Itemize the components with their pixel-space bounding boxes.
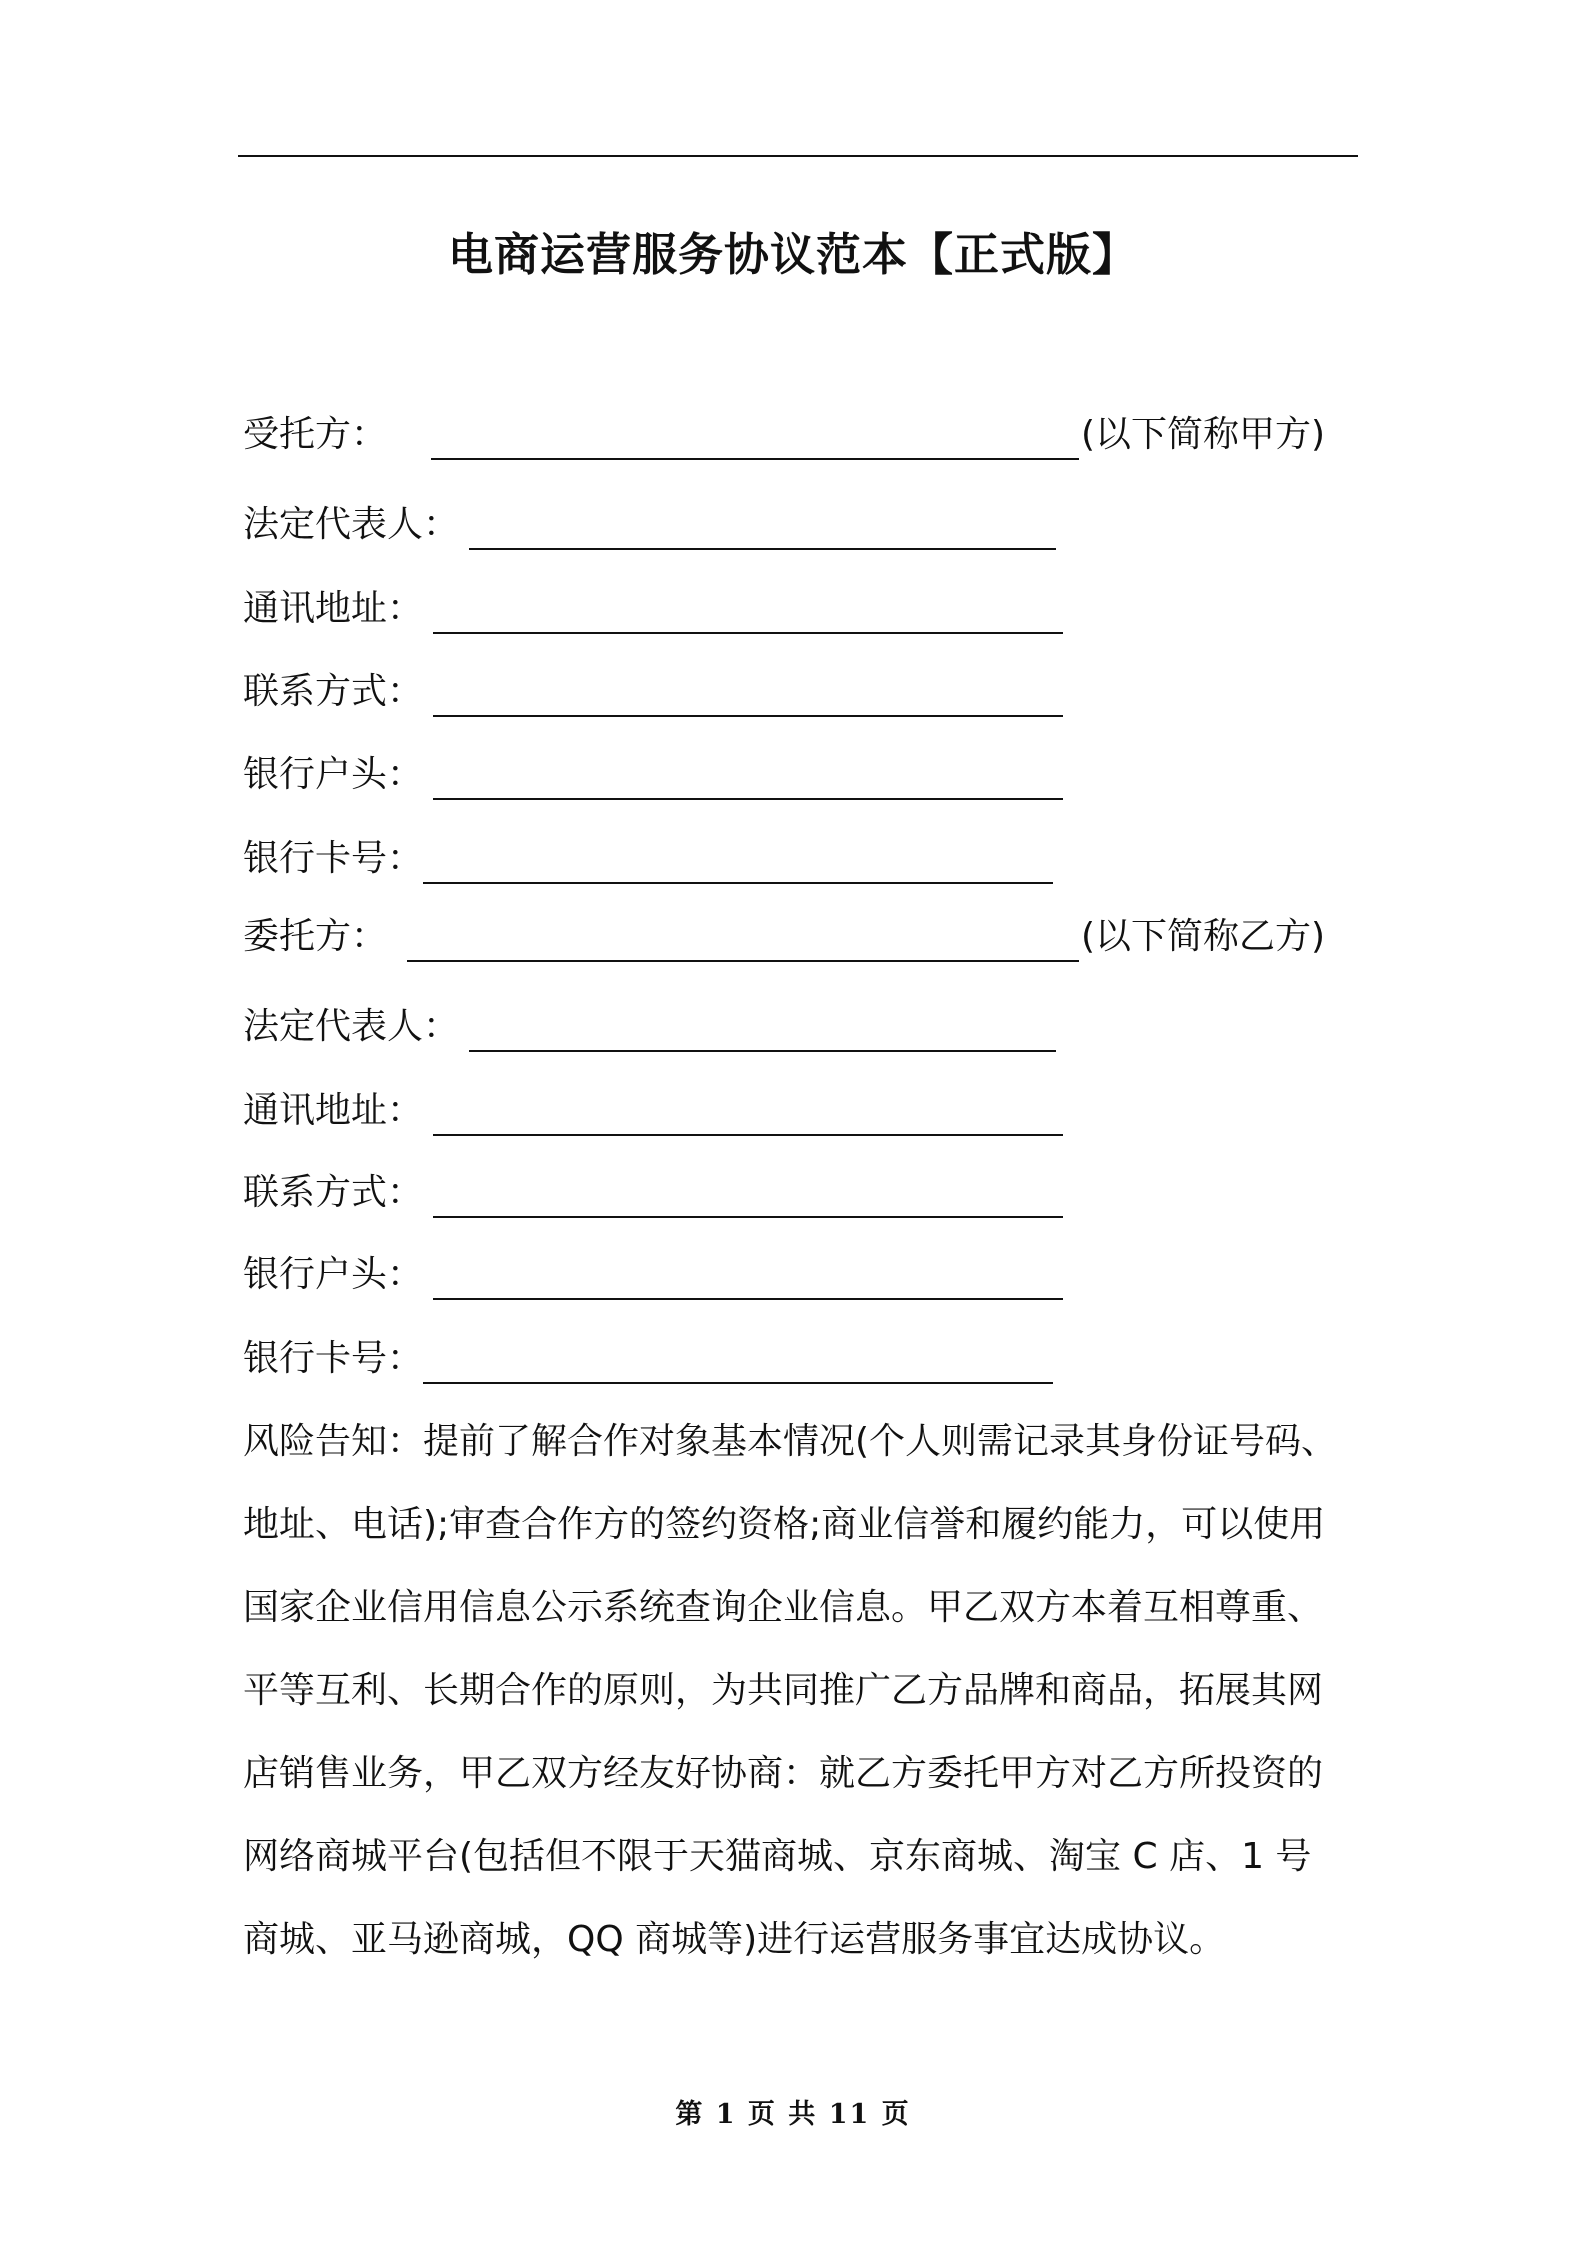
party-b-address-field	[243, 1086, 1063, 1136]
party-b-address-blank[interactable]	[433, 1096, 1063, 1136]
party-a-address-field	[243, 584, 1063, 634]
party-b-rep-field	[243, 1002, 1056, 1052]
party-a-card-blank[interactable]	[423, 844, 1053, 884]
party-b-bank-account-label: 银行户头：	[243, 1254, 424, 1295]
paragraph-line: 店销售业务，甲乙双方经友好协商：就乙方委托甲方对乙方所投资的	[243, 1753, 1324, 1794]
party-a-bank-account-label: 银行户头：	[243, 754, 424, 795]
party-b-contact-blank[interactable]	[433, 1178, 1063, 1218]
party-b-address-label: 通讯地址：	[243, 1090, 424, 1131]
party-b-card-field	[243, 1334, 1053, 1384]
party-a-rep-field	[243, 500, 1056, 550]
party-b-role-label: 委托方：	[243, 916, 388, 957]
party-a-card-label: 银行卡号：	[243, 838, 424, 879]
party-b-card-label: 银行卡号：	[243, 1338, 424, 1379]
party-b-rep-label: 法定代表人：	[243, 1006, 460, 1047]
party-b-contact-label: 联系方式：	[243, 1172, 424, 1213]
party-a-card-field	[243, 834, 1053, 884]
document-title: 电商运营服务协议范本【正式版】	[447, 228, 1138, 281]
paragraph-line: 地址、电话);审查合作方的签约资格;商业信誉和履约能力，可以使用	[243, 1504, 1326, 1545]
party-a-address-blank[interactable]	[433, 594, 1063, 634]
party-b-contact-field	[243, 1168, 1063, 1218]
page-number: 第 1 页 共 11 页	[675, 2099, 911, 2130]
party-b-card-blank[interactable]	[423, 1344, 1053, 1384]
party-a-role-label: 受托方：	[243, 414, 388, 455]
party-a-bank-account-field	[243, 750, 1063, 800]
party-a-role-field	[243, 410, 1325, 460]
paragraph-line: 风险告知：提前了解合作对象基本情况(个人则需记录其身份证号码、	[243, 1421, 1338, 1462]
risk-notice-paragraph	[243, 1412, 1363, 1993]
party-a-contact-blank[interactable]	[433, 677, 1063, 717]
paragraph-line: 国家企业信用信息公示系统查询企业信息。甲乙双方本着互相尊重、	[243, 1587, 1324, 1628]
party-b-bank-account-blank[interactable]	[433, 1260, 1063, 1300]
paragraph-line: 网络商城平台(包括但不限于天猫商城、京东商城、淘宝 C 店、1 号	[243, 1836, 1312, 1877]
party-a-rep-blank[interactable]	[469, 510, 1056, 550]
party-a-rep-label: 法定代表人：	[243, 504, 460, 545]
party-a-contact-label: 联系方式：	[243, 671, 424, 712]
paragraph-line: 商城、亚马逊商城，QQ 商城等)进行运营服务事宜达成协议。	[243, 1919, 1226, 1960]
party-b-rep-blank[interactable]	[469, 1012, 1056, 1052]
party-b-role-field	[243, 912, 1325, 962]
party-b-name-blank[interactable]	[407, 922, 1079, 962]
paragraph-line: 平等互利、长期合作的原则，为共同推广乙方品牌和商品，拓展其网	[243, 1670, 1324, 1711]
party-a-name-blank[interactable]	[431, 420, 1079, 460]
party-b-role-suffix: (以下简称乙方)	[1081, 916, 1326, 957]
party-a-role-suffix: (以下简称甲方)	[1081, 414, 1326, 455]
party-b-bank-account-field	[243, 1250, 1063, 1300]
party-a-contact-field	[243, 667, 1063, 717]
header-rule	[238, 155, 1358, 157]
party-a-bank-account-blank[interactable]	[433, 760, 1063, 800]
party-a-address-label: 通讯地址：	[243, 588, 424, 629]
